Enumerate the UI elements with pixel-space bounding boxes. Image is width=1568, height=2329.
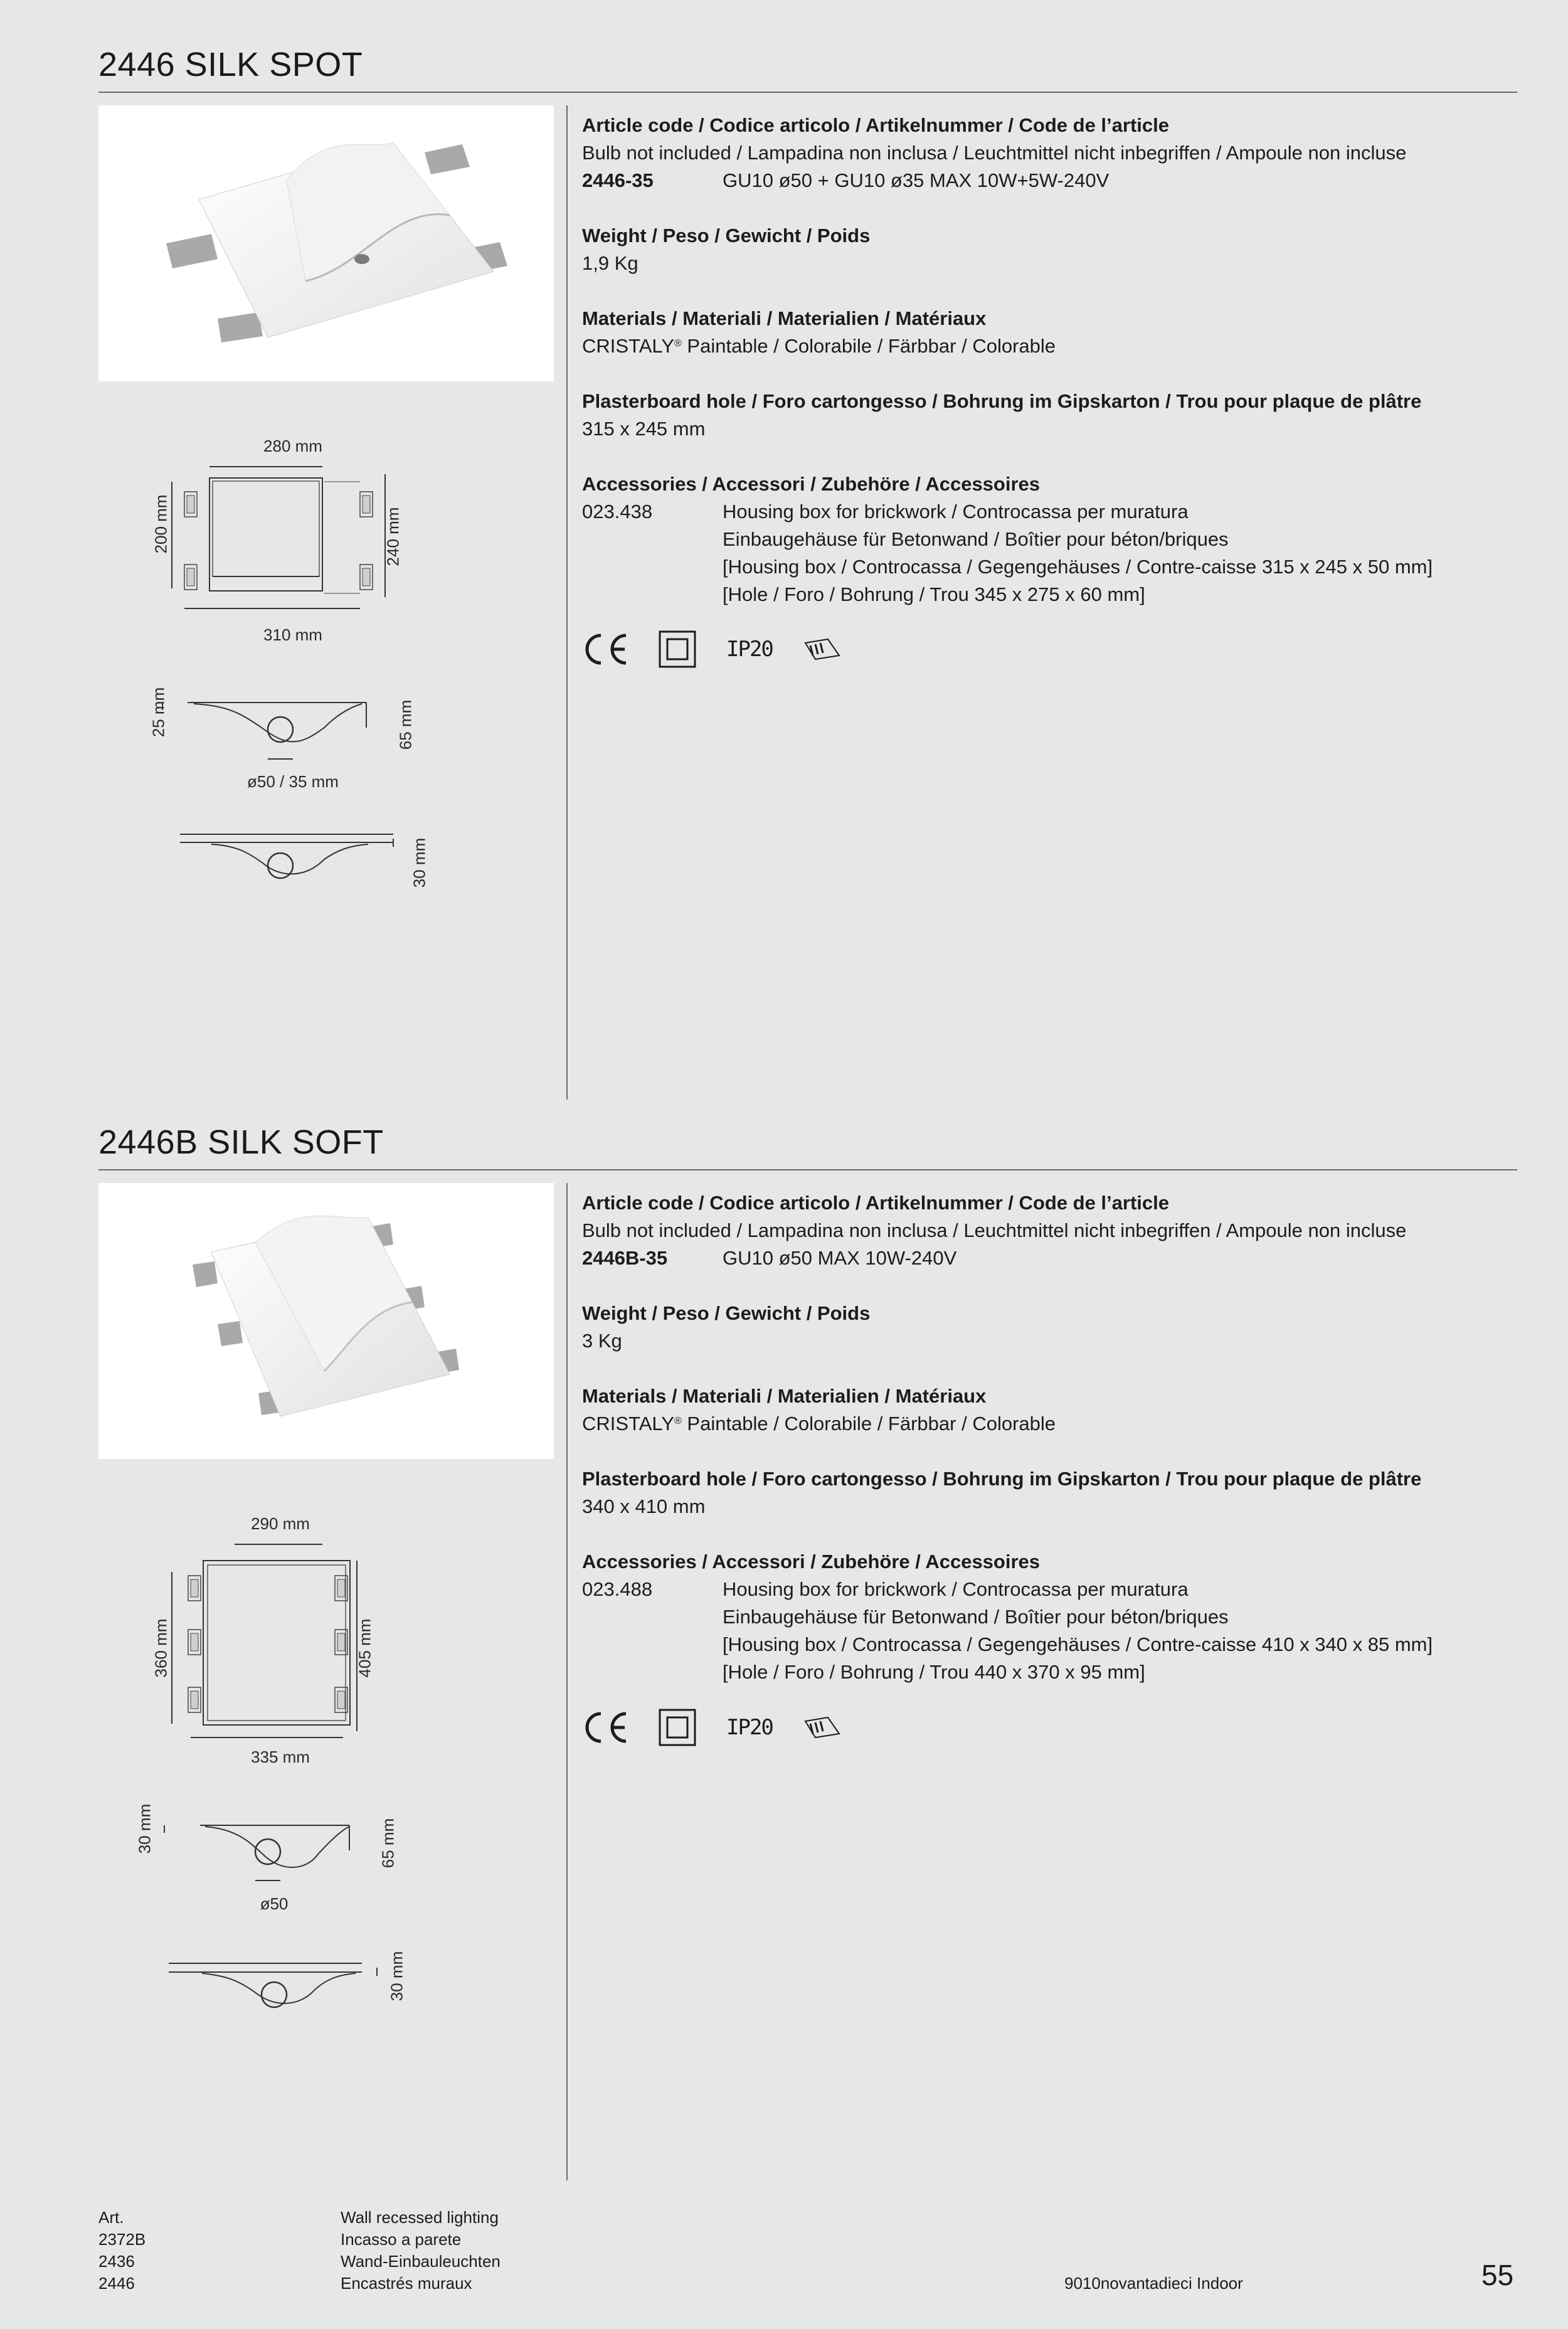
dim-right-height: 405 mm xyxy=(355,1618,374,1678)
ce-mark-icon xyxy=(582,1711,628,1744)
plasterboard-mount-icon xyxy=(803,637,843,662)
footer-category xyxy=(341,2207,501,2295)
certification-icons xyxy=(582,630,843,668)
footer-art-label: Art. xyxy=(98,2208,124,2227)
dim-side-left: 25 mm xyxy=(149,687,168,738)
dim-left-height: 200 mm xyxy=(151,494,171,554)
materials-value: CRISTALY® Paintable / Colorabile / Färbbar / Colorable xyxy=(582,1413,1056,1435)
article-code: 2446-35 xyxy=(582,169,654,191)
plasterboard-mount-icon xyxy=(803,1715,843,1740)
accessories-heading: Accessories / Accessori / Zubehöre / Accessoires xyxy=(582,473,1041,495)
article-desc: GU10 ø50 + GU10 ø35 MAX 10W+5W-240V xyxy=(723,169,1110,191)
ce-mark-icon xyxy=(582,633,628,666)
dim-side-right: 65 mm xyxy=(396,699,415,750)
class-ii-icon xyxy=(659,1709,696,1746)
article-heading: Article code / Codice articolo / Artikelnummer / Code de l’article xyxy=(582,114,1169,136)
accessory-line: Einbaugehäuse für Betonwand / Boîtier pour béton/briques xyxy=(723,1606,1229,1628)
article-desc: GU10 ø50 MAX 10W-240V xyxy=(723,1247,957,1269)
article-code: 2446B-35 xyxy=(582,1247,668,1269)
article-heading: Article code / Codice articolo / Artikelnummer / Code de l’article xyxy=(582,1192,1169,1214)
footer-article-list xyxy=(98,2207,146,2295)
accessory-line: Housing box for brickwork / Controcassa per muratura xyxy=(723,1578,1189,1600)
footer-category-line: Encastrés muraux xyxy=(341,2274,472,2293)
dim-hole-diameter: ø50 xyxy=(260,1894,289,1913)
technical-drawing xyxy=(98,1505,550,2020)
title-rule xyxy=(98,1169,1517,1170)
dim-top-width: 280 mm xyxy=(263,437,322,455)
footer-art-code: 2372B xyxy=(98,2230,146,2249)
ip20-label: IP20 xyxy=(726,1715,773,1740)
dim-side-left: 30 mm xyxy=(135,1803,154,1854)
weight-heading: Weight / Peso / Gewicht / Poids xyxy=(582,1302,871,1324)
dim-left-height: 360 mm xyxy=(151,1618,171,1678)
dim-profile-right: 30 mm xyxy=(410,837,429,888)
ip20-label: IP20 xyxy=(726,637,773,662)
product-photo xyxy=(98,105,554,381)
page-number: 55 xyxy=(1481,2259,1514,2291)
accessory-line: [Housing box / Controcassa / Gegengehäuses / Contre-caisse 410 x 340 x 85 mm] xyxy=(723,1633,1433,1655)
dim-bottom-width: 310 mm xyxy=(263,625,322,644)
dim-right-height: 240 mm xyxy=(383,507,403,566)
hole-value: 315 x 245 mm xyxy=(582,418,706,440)
materials-value: CRISTALY® Paintable / Colorabile / Färbbar / Colorable xyxy=(582,335,1056,357)
silk-soft-photo-icon xyxy=(98,1183,554,1459)
dim-hole-diameter: ø50 / 35 mm xyxy=(247,772,339,791)
bulb-note: Bulb not included / Lampadina non inclusa / Leuchtmittel nicht inbegriffen / Ampoule non incluse xyxy=(582,142,1407,164)
accessory-line: Einbaugehäuse für Betonwand / Boîtier pour béton/briques xyxy=(723,528,1229,550)
bulb-note: Bulb not included / Lampadina non inclusa / Leuchtmittel nicht inbegriffen / Ampoule non incluse xyxy=(582,1219,1407,1241)
weight-value: 1,9 Kg xyxy=(582,252,638,274)
silk-spot-photo-icon xyxy=(98,105,554,381)
certification-icons xyxy=(582,1709,843,1746)
materials-heading: Materials / Materiali / Materialien / Matériaux xyxy=(582,1385,987,1407)
footer-art-code: 2446 xyxy=(98,2274,135,2293)
title-rule xyxy=(98,92,1517,93)
product-photo xyxy=(98,1183,554,1459)
accessories-heading: Accessories / Accessori / Zubehöre / Accessoires xyxy=(582,1551,1041,1573)
spec-panel xyxy=(582,1189,1510,1686)
accessory-code: 023.488 xyxy=(582,1578,653,1600)
hole-heading: Plasterboard hole / Foro cartongesso / Bohrung im Gipskarton / Trou pour plaque de plâtre xyxy=(582,1468,1422,1490)
accessory-line: [Hole / Foro / Bohrung / Trou 440 x 370 x 95 mm] xyxy=(723,1661,1145,1683)
accessory-line: Housing box for brickwork / Controcassa per muratura xyxy=(723,501,1189,523)
dim-side-right: 65 mm xyxy=(378,1818,398,1869)
footer-category-line: Wall recessed lighting xyxy=(341,2208,499,2227)
accessory-line: [Hole / Foro / Bohrung / Trou 345 x 275 x 60 mm] xyxy=(723,583,1145,605)
weight-heading: Weight / Peso / Gewicht / Poids xyxy=(582,225,871,247)
footer-art-code: 2436 xyxy=(98,2252,135,2271)
footer-category-line: Incasso a parete xyxy=(341,2230,462,2249)
spec-panel xyxy=(582,112,1510,608)
accessory-code: 023.438 xyxy=(582,501,653,523)
hole-heading: Plasterboard hole / Foro cartongesso / Bohrung im Gipskarton / Trou pour plaque de plâtre xyxy=(582,390,1422,412)
weight-value: 3 Kg xyxy=(582,1330,622,1352)
technical-drawing xyxy=(98,427,550,897)
dim-top-width: 290 mm xyxy=(251,1514,310,1533)
footer-brand: 9010novantadieci Indoor xyxy=(1064,2274,1243,2293)
dim-profile-right: 30 mm xyxy=(387,1951,406,2002)
class-ii-icon xyxy=(659,630,696,668)
hole-value: 340 x 410 mm xyxy=(582,1495,706,1517)
dim-bottom-width: 335 mm xyxy=(251,1748,310,1766)
column-divider xyxy=(566,105,568,1100)
footer-category-line: Wand-Einbauleuchten xyxy=(341,2252,501,2271)
column-divider xyxy=(566,1183,568,2180)
product-title: 2446B SILK SOFT xyxy=(98,1123,384,1161)
accessory-line: [Housing box / Controcassa / Gegengehäuses / Contre-caisse 315 x 245 x 50 mm] xyxy=(723,556,1433,578)
product-title: 2446 SILK SPOT xyxy=(98,46,363,83)
materials-heading: Materials / Materiali / Materialien / Matériaux xyxy=(582,307,987,329)
